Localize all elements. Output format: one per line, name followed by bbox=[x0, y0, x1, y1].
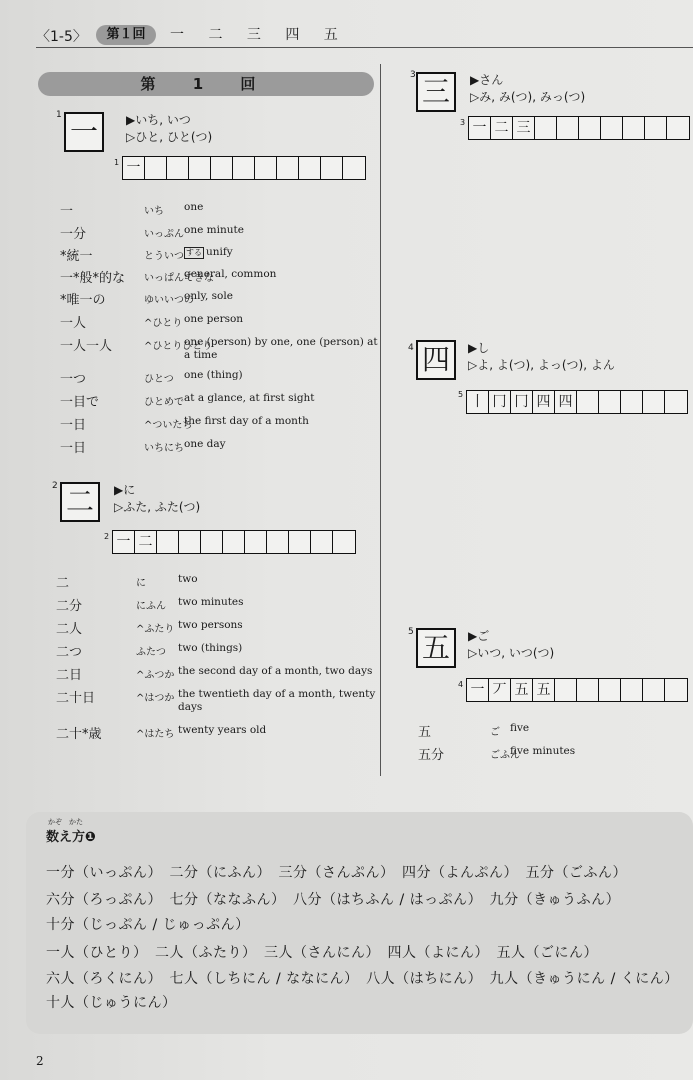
counting-title: 数え方❶ bbox=[46, 830, 97, 845]
stroke-cell bbox=[167, 157, 189, 179]
stroke-cell: 三 bbox=[513, 117, 535, 139]
stroke-cell: 冂 bbox=[511, 391, 533, 413]
stroke-cell bbox=[577, 679, 599, 701]
section-range: 〈1-5〉 bbox=[36, 29, 87, 45]
kun-reading: ▷ひと, ひと(つ) bbox=[126, 130, 213, 144]
vocab-reading: ひとつ bbox=[144, 374, 174, 385]
vocab-reading: ^ひとりひとり bbox=[144, 341, 213, 352]
stroke-cell: 丆 bbox=[489, 679, 511, 701]
stroke-cell bbox=[179, 531, 201, 553]
stroke-cell bbox=[667, 117, 689, 139]
vocab-reading: にふん bbox=[136, 601, 166, 612]
stroke-cell bbox=[201, 531, 223, 553]
on-reading: ▶ご bbox=[468, 629, 490, 643]
vocab-reading: ご bbox=[490, 727, 500, 738]
vocab-word: 二十*歳 bbox=[56, 727, 102, 742]
stroke-cell bbox=[211, 157, 233, 179]
vocab-reading: いっぷん bbox=[144, 229, 184, 240]
stroke-cell bbox=[621, 391, 643, 413]
kanji-number: 5 bbox=[408, 627, 414, 637]
lesson-badge: 第１回 bbox=[96, 25, 156, 45]
kanji-number: 1 bbox=[56, 110, 62, 120]
kun-reading: ▷み, み(つ), みっ(つ) bbox=[470, 90, 586, 104]
vocab-reading: ふたつ bbox=[136, 647, 166, 658]
stroke-order-grid bbox=[466, 678, 688, 702]
counting-line: 六人（ろくにん） 七人（しちにん / ななにん） 八人（はちにん） 九人（きゅうにん / くにん） bbox=[46, 971, 679, 987]
stroke-cell bbox=[665, 391, 687, 413]
kanji-box: 四 bbox=[416, 340, 456, 380]
stroke-cell bbox=[333, 531, 355, 553]
vocab-reading: に bbox=[136, 578, 146, 589]
vocab-reading: ^ふつか bbox=[136, 670, 175, 681]
vocab-meaning: one person bbox=[184, 313, 244, 325]
on-reading: ▶し bbox=[468, 341, 490, 355]
stroke-cell: 一 bbox=[113, 531, 135, 553]
vocab-reading: ^はたち bbox=[136, 729, 175, 740]
stroke-cell: 四 bbox=[533, 391, 555, 413]
stroke-count: 1 bbox=[114, 158, 120, 167]
vocab-word: 二つ bbox=[56, 645, 83, 660]
stroke-cell bbox=[189, 157, 211, 179]
vocab-word: 二 bbox=[56, 576, 70, 591]
stroke-cell: 一 bbox=[123, 157, 145, 179]
stroke-cell bbox=[255, 157, 277, 179]
stroke-cell bbox=[645, 117, 667, 139]
kanji-number: 4 bbox=[408, 343, 414, 353]
stroke-cell bbox=[245, 531, 267, 553]
vocab-meaning: the second day of a month, two days bbox=[178, 665, 373, 677]
vocab-meaning: at a glance, at first sight bbox=[184, 392, 315, 404]
vocab-meaning: two (things) bbox=[178, 642, 243, 654]
vocab-word: 一日 bbox=[60, 418, 87, 433]
vocab-meaning: one (person) by one, one (person) at a time bbox=[184, 336, 378, 361]
stroke-cell: 二 bbox=[135, 531, 157, 553]
stroke-cell: 五 bbox=[511, 679, 533, 701]
vocab-reading: ^ふたり bbox=[136, 624, 175, 635]
on-reading: ▶に bbox=[114, 483, 136, 497]
stroke-cell bbox=[311, 531, 333, 553]
stroke-count: 4 bbox=[458, 680, 464, 689]
stroke-cell: 丨 bbox=[467, 391, 489, 413]
vocab-reading: いっぱんてきな bbox=[144, 273, 214, 284]
vocab-meaning: only, sole bbox=[184, 290, 233, 302]
stroke-cell bbox=[321, 157, 343, 179]
vocab-word: 二人 bbox=[56, 622, 83, 637]
stroke-count: 2 bbox=[104, 532, 110, 541]
kanji-number: 3 bbox=[410, 70, 416, 80]
vocab-meaning: the first day of a month bbox=[184, 415, 309, 427]
vocab-word: 五分 bbox=[418, 748, 445, 763]
stroke-cell: 五 bbox=[533, 679, 555, 701]
header-rule bbox=[36, 47, 693, 48]
stroke-cell bbox=[577, 391, 599, 413]
stroke-cell bbox=[157, 531, 179, 553]
kanji-box: 五 bbox=[416, 628, 456, 668]
stroke-cell bbox=[579, 117, 601, 139]
vocab-word: 一人 bbox=[60, 316, 87, 331]
stroke-count: 3 bbox=[460, 118, 466, 127]
header-kanji-list: 一 二 三 四 五 bbox=[170, 27, 348, 43]
kanji-box: 三 bbox=[416, 72, 456, 112]
stroke-order-grid bbox=[122, 156, 366, 180]
stroke-order-grid bbox=[468, 116, 690, 140]
vocab-reading: いちにち bbox=[144, 443, 184, 454]
vocab-reading: ^ひとり bbox=[144, 318, 183, 329]
vocab-reading: ひとめで bbox=[144, 397, 184, 408]
vocab-meaning: one bbox=[184, 201, 204, 213]
column-divider bbox=[380, 64, 381, 776]
stroke-cell: 四 bbox=[555, 391, 577, 413]
stroke-cell bbox=[299, 157, 321, 179]
vocab-meaning: five bbox=[510, 722, 530, 734]
vocab-word: 二十日 bbox=[56, 691, 96, 706]
stroke-cell bbox=[557, 117, 579, 139]
on-reading: ▶さん bbox=[470, 73, 504, 87]
stroke-cell bbox=[599, 679, 621, 701]
suru-badge: する bbox=[186, 248, 202, 257]
stroke-cell bbox=[535, 117, 557, 139]
vocab-word: 一目で bbox=[60, 395, 100, 410]
counting-line: 十人（じゅうにん） bbox=[46, 995, 177, 1011]
vocab-meaning: the twentieth day of a month, twenty days bbox=[178, 688, 376, 713]
vocab-word: 二分 bbox=[56, 599, 83, 614]
stroke-cell bbox=[343, 157, 365, 179]
stroke-cell bbox=[601, 117, 623, 139]
stroke-cell bbox=[277, 157, 299, 179]
counting-line: 一人（ひとり） 二人（ふたり） 三人（さんにん） 四人（よにん） 五人（ごにん） bbox=[46, 945, 598, 961]
vocab-meaning: two bbox=[178, 573, 198, 585]
counting-line: 一分（いっぷん） 二分（にふん） 三分（さんぷん） 四分（よんぷん） 五分（ごふん） bbox=[46, 865, 627, 881]
vocab-reading: ^ついたち bbox=[144, 420, 193, 431]
vocab-word: 一人一人 bbox=[60, 339, 113, 354]
stroke-cell bbox=[223, 531, 245, 553]
vocab-meaning: twenty years old bbox=[178, 724, 267, 736]
stroke-cell bbox=[643, 391, 665, 413]
stroke-cell bbox=[555, 679, 577, 701]
kun-reading: ▷よ, よ(つ), よっ(つ), よん bbox=[468, 358, 615, 372]
vocab-reading: いち bbox=[144, 206, 164, 217]
stroke-cell: 一 bbox=[467, 679, 489, 701]
vocab-meaning: one (thing) bbox=[184, 369, 243, 381]
stroke-cell bbox=[267, 531, 289, 553]
stroke-cell bbox=[643, 679, 665, 701]
vocab-word: 一*般*的な bbox=[60, 271, 126, 286]
vocab-reading: ^はつか bbox=[136, 693, 175, 704]
on-reading: ▶いち, いつ bbox=[126, 113, 191, 127]
stroke-cell: 一 bbox=[469, 117, 491, 139]
kanji-box: 一 bbox=[64, 112, 104, 152]
stroke-order-grid bbox=[112, 530, 356, 554]
vocab-meaning: general, common bbox=[184, 268, 277, 280]
vocab-meaning: one minute bbox=[184, 224, 244, 236]
vocab-meaning: five minutes bbox=[510, 745, 576, 757]
vocab-meaning: one day bbox=[184, 438, 226, 450]
vocab-word: 二日 bbox=[56, 668, 83, 683]
stroke-cell bbox=[621, 679, 643, 701]
vocab-reading: ゆいいつの bbox=[144, 295, 194, 306]
lesson-title: 第 1 回 bbox=[38, 72, 374, 96]
vocab-word: 一 bbox=[60, 204, 74, 219]
title-furigana: かぞ かた bbox=[48, 818, 83, 826]
vocab-meaning: two persons bbox=[178, 619, 243, 631]
kun-reading: ▷いつ, いつ(つ) bbox=[468, 646, 555, 660]
stroke-cell: 二 bbox=[491, 117, 513, 139]
vocab-word: *唯一の bbox=[60, 293, 106, 308]
vocab-word: 一分 bbox=[60, 227, 87, 242]
vocab-meaning: する unify bbox=[186, 246, 233, 258]
kun-reading: ▷ふた, ふた(つ) bbox=[114, 500, 201, 514]
vocab-reading: とういつ bbox=[144, 251, 184, 262]
stroke-cell bbox=[599, 391, 621, 413]
vocab-word: 一日 bbox=[60, 441, 87, 456]
vocab-word: 五 bbox=[418, 725, 432, 740]
counting-line: 六分（ろっぷん） 七分（ななふん） 八分（はちふん / はっぷん） 九分（きゅうふん） bbox=[46, 892, 621, 908]
vocab-meaning: two minutes bbox=[178, 596, 244, 608]
counting-line: 十分（じっぷん / じゅっぷん） bbox=[46, 917, 250, 933]
stroke-cell: 冂 bbox=[489, 391, 511, 413]
vocab-reading: ごふん bbox=[490, 750, 520, 761]
stroke-order-grid bbox=[466, 390, 688, 414]
vocab-word: *統一 bbox=[60, 249, 93, 264]
kanji-box: 二 bbox=[60, 482, 100, 522]
kanji-number: 2 bbox=[52, 481, 58, 491]
stroke-cell bbox=[665, 679, 687, 701]
stroke-cell bbox=[289, 531, 311, 553]
stroke-cell bbox=[145, 157, 167, 179]
stroke-count: 5 bbox=[458, 390, 464, 399]
stroke-cell bbox=[233, 157, 255, 179]
stroke-cell bbox=[623, 117, 645, 139]
page-number: 2 bbox=[36, 1054, 44, 1068]
vocab-word: 一つ bbox=[60, 372, 87, 387]
